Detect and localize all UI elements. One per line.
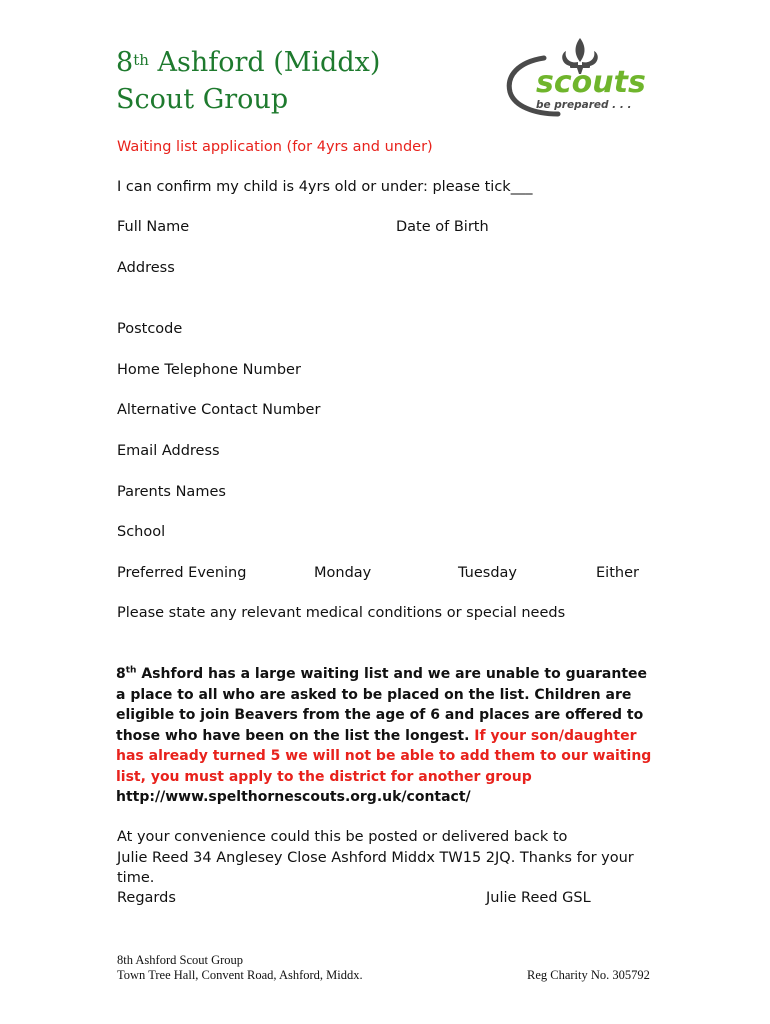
home-phone-label: Home Telephone Number: [117, 362, 301, 378]
full-name-label: Full Name: [117, 219, 190, 235]
alt-phone-label: Alternative Contact Number: [117, 402, 321, 418]
title-suffix: th: [133, 51, 149, 69]
title-number: 8: [116, 47, 134, 78]
age-confirm-field[interactable]: I can confirm my child is 4yrs old or under: please tick___: [117, 179, 533, 195]
monday-option[interactable]: Monday: [314, 565, 372, 581]
dob-label: Date of Birth: [396, 219, 489, 235]
title-line1: Ashford (Middx): [148, 47, 381, 78]
preferred-evening-label: Preferred Evening: [117, 565, 247, 581]
closing-line2: Julie Reed 34 Anglesey Close Ashford Middx TW15 2JQ. Thanks for your: [117, 850, 634, 866]
regards: Regards: [117, 890, 176, 906]
school-label: School: [117, 524, 166, 540]
footer-address: Town Tree Hall, Convent Road, Ashford, Middx.: [117, 968, 363, 982]
either-option[interactable]: Either: [596, 565, 639, 581]
note-warning: If your son/daughter has already turned 5 we will not be able to add them to our waiting list, you must apply to the district for another group: [116, 727, 652, 785]
note-text: Ashford has a large waiting list and we are unable to guarantee a place to all who are asked to be placed on the list. Children are eligible to join Beavers from the age of 6 and places are offered to those who have been on the list the longest.: [116, 666, 648, 744]
logo-tagline: be prepared . . .: [536, 99, 632, 111]
closing-line3: time.: [117, 870, 155, 886]
note-number: 8: [116, 666, 126, 682]
form-subtitle: Waiting list application (for 4yrs and under): [117, 139, 433, 155]
footer-group-name: 8th Ashford Scout Group: [117, 953, 244, 967]
medical-label: Please state any relevant medical conditions or special needs: [117, 605, 566, 621]
district-link[interactable]: http://www.spelthornescouts.org.uk/contact/: [116, 789, 471, 805]
note-suffix: th: [125, 665, 137, 676]
page-title: [116, 44, 380, 118]
address-label: Address: [117, 260, 175, 276]
signature: Julie Reed GSL: [486, 890, 591, 906]
email-label: Email Address: [117, 443, 220, 459]
footer-charity: Reg Charity No. 305792: [527, 968, 650, 982]
postcode-label: Postcode: [117, 321, 183, 337]
parents-label: Parents Names: [117, 484, 226, 500]
title-line2: Scout Group: [116, 84, 289, 115]
logo-text: scouts: [536, 65, 646, 100]
scouts-logo: [504, 36, 656, 122]
closing-line1: At your convenience could this be posted or delivered back to: [117, 829, 568, 845]
waiting-list-notice: [116, 664, 661, 808]
tuesday-option[interactable]: Tuesday: [458, 565, 517, 581]
